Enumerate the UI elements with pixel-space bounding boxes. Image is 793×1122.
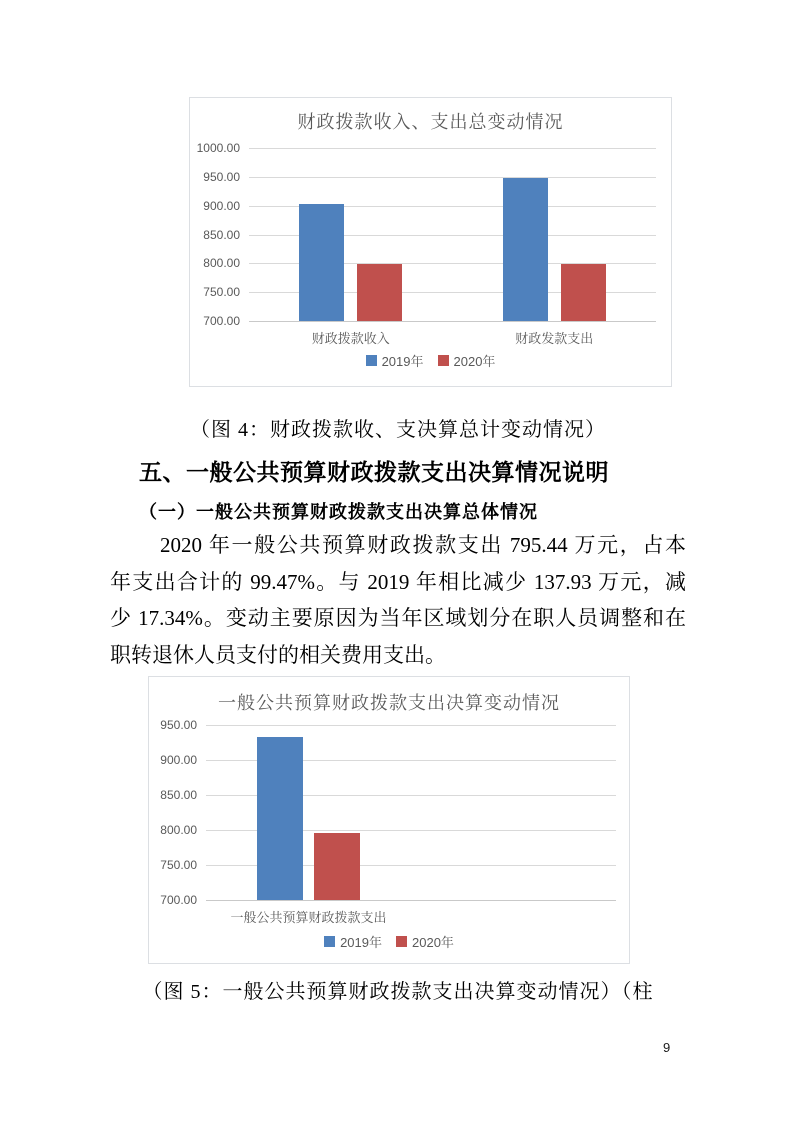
bar-2020年 [357,264,402,321]
legend-swatch [366,355,377,366]
y-axis-tick-label: 800.00 [203,256,240,271]
legend-label: 2020年 [453,354,496,369]
bar-2020年 [561,264,606,321]
y-axis-tick-label: 750.00 [160,858,197,872]
y-axis-tick-label: 850.00 [160,788,197,802]
figure4-caption: （图 4：财政拨款收、支决算总计变动情况） [190,419,606,441]
gridline [249,177,656,178]
gridline [206,725,616,726]
body-paragraph [110,527,686,673]
gridline [249,321,656,322]
legend-item [396,932,454,951]
bar-2020年 [314,833,360,900]
chart-legend [190,351,671,370]
body-line: 少 17.34%。变动主要原因为当年区域划分在职人员调整和在 [110,606,686,630]
y-axis-tick-label: 750.00 [203,285,240,300]
legend-item [438,351,496,370]
legend-swatch [324,936,335,947]
legend-label: 2020年 [412,935,454,950]
bar-2019年 [299,204,344,321]
figure5-caption: （图 5：一般公共预算财政拨款支出决算变动情况）（柱 [142,981,654,1003]
bar-2019年 [257,737,303,900]
y-axis-tick-label: 800.00 [160,823,197,837]
y-axis-tick-label: 950.00 [203,169,240,184]
legend-label: 2019年 [381,354,424,369]
body-line: 职转退休人员支付的相关费用支出。 [110,642,446,667]
section-subheading: （一）一般公共预算财政拨款支出决算总体情况 [139,502,538,522]
chart-title: 一般公共预算财政拨款支出决算变动情况 [218,693,560,713]
legend-item [324,932,382,951]
section-heading: 五、一般公共预算财政拨款支出决算情况说明 [139,459,609,485]
y-axis-tick-label: 850.00 [203,227,240,242]
body-line: 2020 年一般公共预算财政拨款支出 795.44 万元，占本 [160,533,686,557]
x-axis-category-label: 财政发款支出 [515,331,594,346]
y-axis-tick-label: 700.00 [203,314,240,328]
body-line: 年支出合计的 99.47%。与 2019 年相比减少 137.93 万元，减 [110,569,686,594]
chart-title: 财政拨款收入、支出总变动情况 [297,112,564,132]
chart-legend [149,932,629,951]
legend-label: 2019年 [340,935,382,950]
legend-swatch [438,355,449,366]
y-axis-tick-label: 950.00 [160,718,197,732]
figure5-chart [148,676,630,964]
figure4-chart [189,97,672,387]
y-axis-tick-label: 700.00 [160,893,197,907]
legend-item [366,351,424,370]
x-axis-category-label: 一般公共预算财政拨款支出 [230,910,387,925]
page-number: 9 [663,1040,671,1055]
gridline [249,148,656,149]
y-axis-tick-label: 1000.00 [196,141,240,155]
x-axis-category-label: 财政拨款收入 [311,331,390,346]
legend-swatch [396,936,407,947]
bar-2019年 [503,178,548,321]
y-axis-tick-label: 900.00 [203,198,240,213]
y-axis-tick-label: 900.00 [160,753,197,767]
gridline [206,900,616,901]
